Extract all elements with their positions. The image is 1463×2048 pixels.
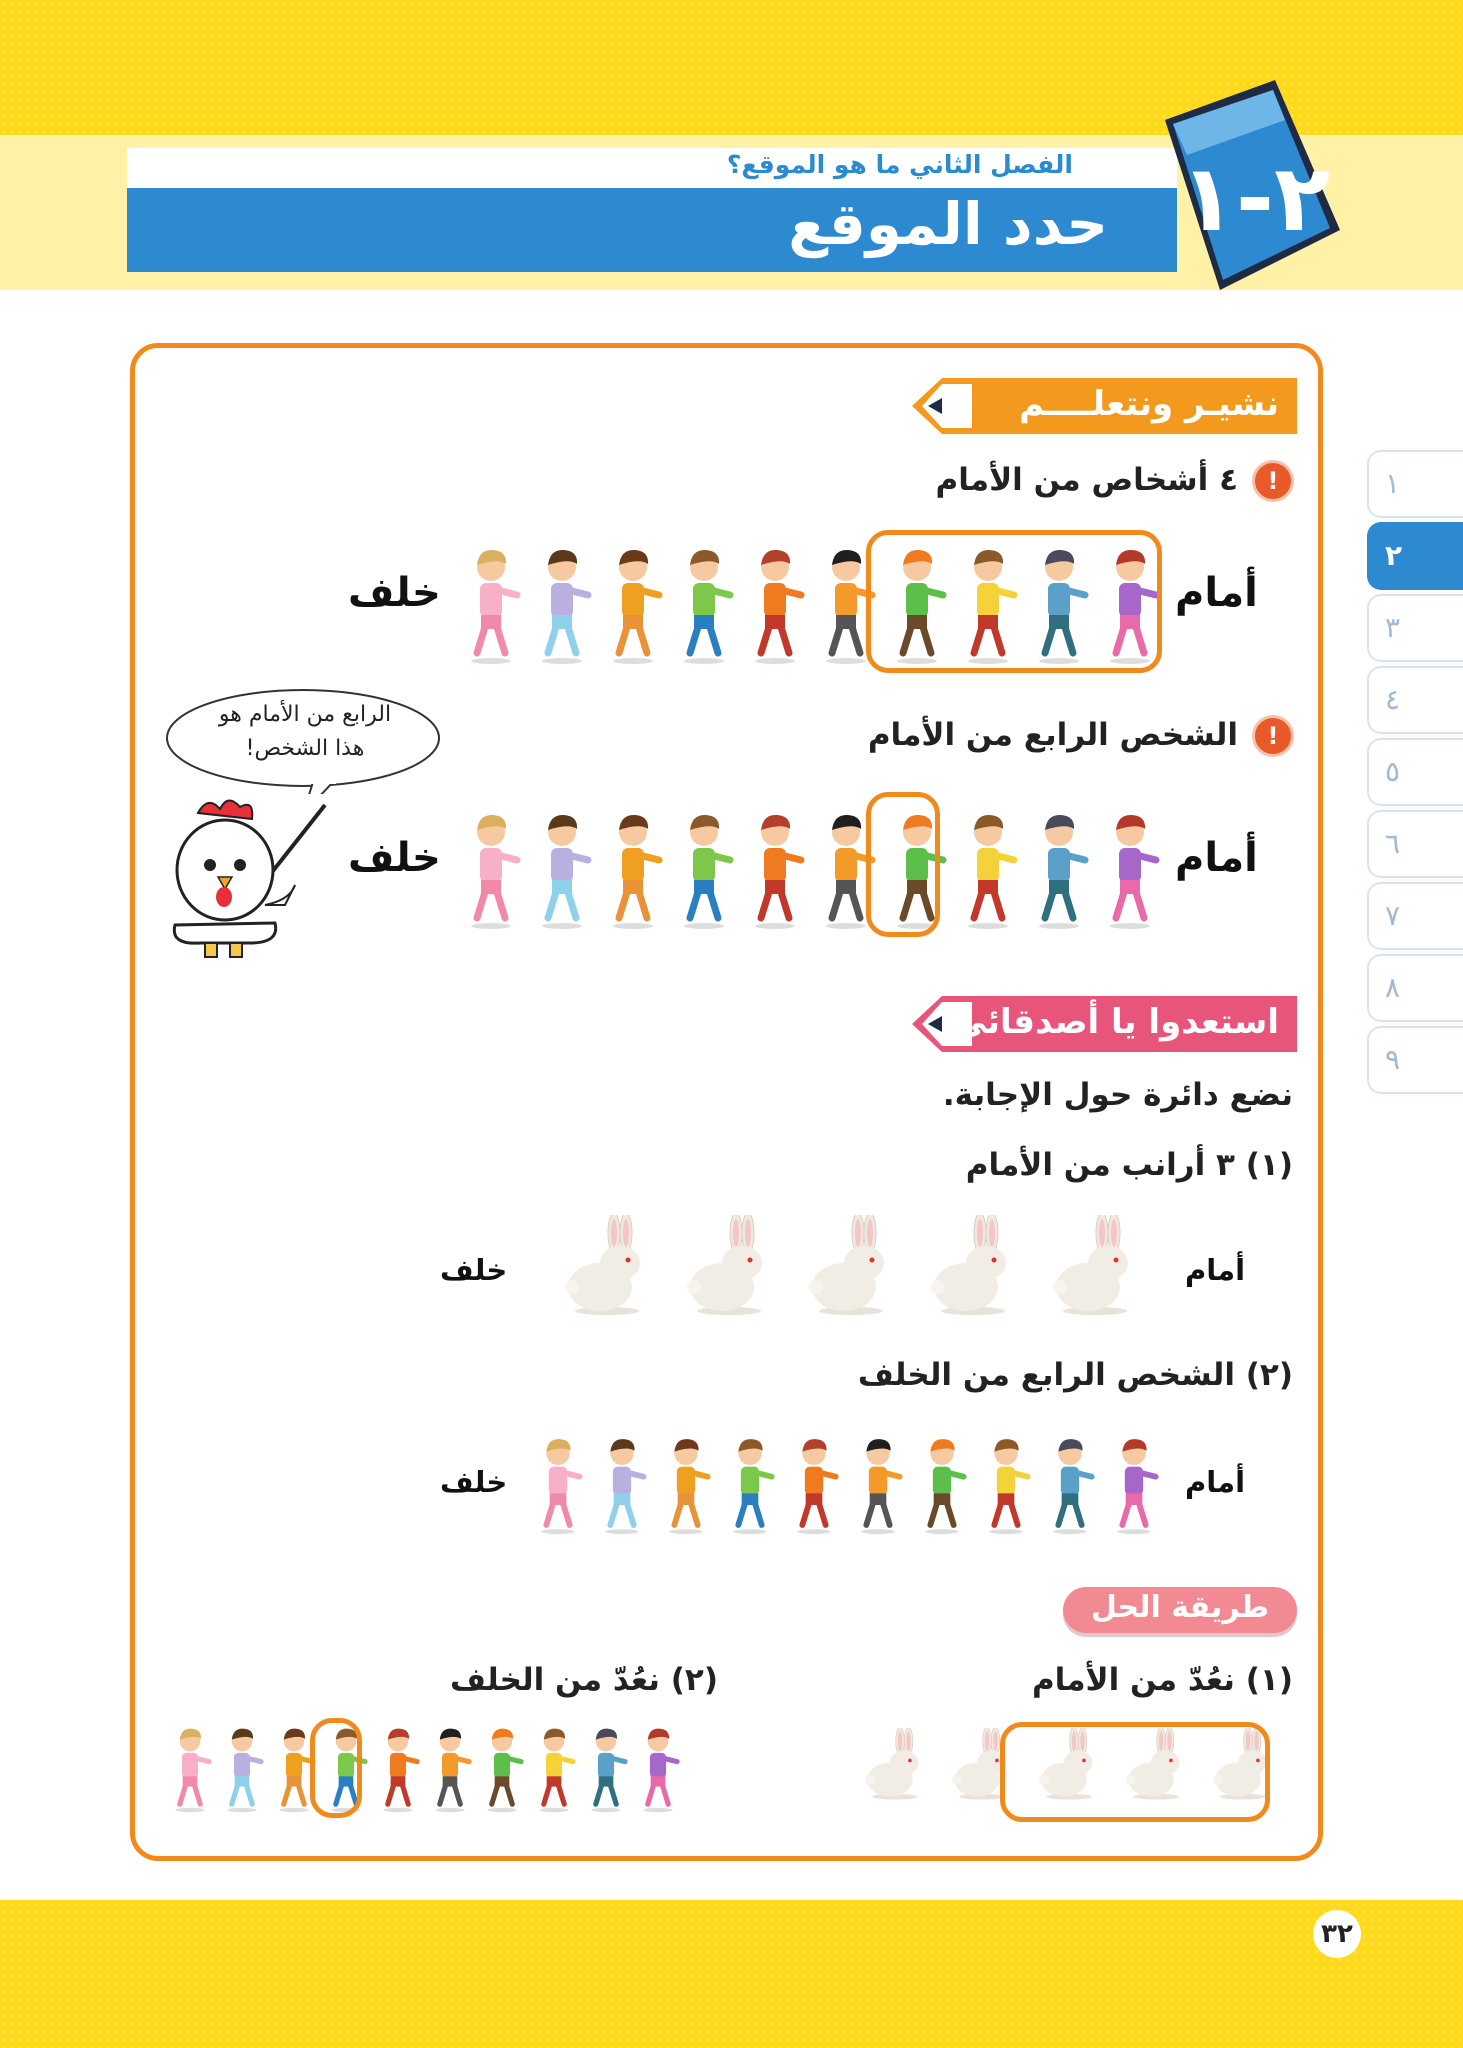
speech-text [175, 698, 435, 766]
learn-question-1: ٤ أشخاص من الأمام [935, 462, 1238, 498]
child-figure [1100, 810, 1160, 934]
child-figure [480, 1725, 524, 1817]
child-figure [788, 1435, 840, 1539]
chapter-tab-9[interactable]: ٩ [1367, 1026, 1463, 1094]
alert-icon: ! [1252, 460, 1294, 502]
solution-step-2: (٢) نعُدّ من الخلف [450, 1662, 718, 1698]
child-figure [532, 545, 592, 669]
rabbits-row [560, 1215, 1140, 1325]
child-figure [724, 1435, 776, 1539]
child-figure [603, 545, 663, 669]
rabbit-figure [863, 1728, 927, 1804]
rabbit-figure [562, 1215, 652, 1319]
highlight-fourth-from-back [310, 1718, 362, 1818]
child-figure [745, 545, 805, 669]
front-label-4: أمام [1185, 1465, 1246, 1499]
child-figure [745, 810, 805, 934]
child-figure [168, 1725, 212, 1817]
solution-pill-text: طريقة الحل [1090, 1590, 1270, 1625]
child-figure [220, 1725, 264, 1817]
alert-icon: ! [1252, 715, 1294, 757]
chapter-tab-8[interactable]: ٨ [1367, 954, 1463, 1022]
back-label-1: خلف [348, 570, 441, 616]
child-figure [376, 1725, 420, 1817]
child-figure [428, 1725, 472, 1817]
chapter-label: الفصل الثاني ما هو الموقع؟ [726, 150, 1073, 179]
kids-row-2 [430, 810, 1160, 940]
child-figure [674, 810, 734, 934]
chapter-tab-5[interactable]: ٥ [1367, 738, 1463, 806]
practice-banner-text: استعدوا يا أصدقائي [952, 1002, 1279, 1042]
child-figure [532, 1725, 576, 1817]
child-figure [532, 810, 592, 934]
chapter-tab-6[interactable]: ٦ [1367, 810, 1463, 878]
speech-line-2: هذا الشخص! [245, 736, 365, 761]
rabbit-figure [806, 1215, 896, 1319]
highlight-four-from-front [866, 530, 1162, 673]
rabbit-figure [928, 1215, 1018, 1319]
learn-question-2: الشخص الرابع من الأمام [867, 717, 1238, 753]
page-number: ٣٢ [1313, 1910, 1361, 1958]
kids-row-4 [150, 1725, 680, 1815]
child-figure [980, 1435, 1032, 1539]
child-figure [532, 1435, 584, 1539]
child-figure [596, 1435, 648, 1539]
chapter-tab-1[interactable]: ١ [1367, 450, 1463, 518]
child-figure [1044, 1435, 1096, 1539]
speech-line-1: الرابع من الأمام هو [218, 702, 392, 727]
child-figure [660, 1435, 712, 1539]
practice-question-2: (٢) الشخص الرابع من الخلف [857, 1357, 1293, 1393]
learn-banner-text: نشيـر ونتعلــــم [1019, 384, 1279, 424]
front-label-2: أمام [1175, 835, 1258, 881]
child-figure [603, 810, 663, 934]
solution-step-1: (١) نعُدّ من الأمام [1031, 1662, 1293, 1698]
child-figure [461, 810, 521, 934]
child-figure [461, 545, 521, 669]
front-label-1: أمام [1175, 570, 1258, 616]
chapter-tab-3[interactable]: ٣ [1367, 594, 1463, 662]
kids-row-3 [530, 1435, 1160, 1535]
lesson-number-badge [1125, 80, 1340, 305]
child-figure [916, 1435, 968, 1539]
rabbit-figure [1050, 1215, 1140, 1319]
back-label-2: خلف [348, 835, 441, 881]
practice-banner [912, 996, 1297, 1052]
highlight-three-rabbits [1000, 1722, 1270, 1822]
back-label-4: خلف [440, 1465, 508, 1499]
child-figure [1108, 1435, 1160, 1539]
highlight-fourth-from-front [866, 792, 940, 937]
rabbit-figure [684, 1215, 774, 1319]
child-figure [852, 1435, 904, 1539]
lesson-title: حدد الموقع [788, 190, 1108, 258]
child-figure [584, 1725, 628, 1817]
practice-instruction: نضع دائرة حول الإجابة. [942, 1077, 1293, 1113]
chicken-mascot [170, 795, 330, 965]
child-figure [674, 545, 734, 669]
chapter-tab-7[interactable]: ٧ [1367, 882, 1463, 950]
learn-banner [912, 378, 1297, 434]
child-figure [636, 1725, 680, 1817]
practice-question-1: (١) ٣ أرانب من الأمام [965, 1147, 1293, 1183]
bottom-decorative-band [0, 1900, 1463, 2048]
back-label-3: خلف [440, 1253, 508, 1287]
chapter-tab-2[interactable]: ٢ [1367, 522, 1463, 590]
chapter-tab-4[interactable]: ٤ [1367, 666, 1463, 734]
child-figure [958, 810, 1018, 934]
front-label-3: أمام [1185, 1253, 1246, 1287]
lesson-number: ٢-١ [1179, 145, 1331, 252]
child-figure [1029, 810, 1089, 934]
